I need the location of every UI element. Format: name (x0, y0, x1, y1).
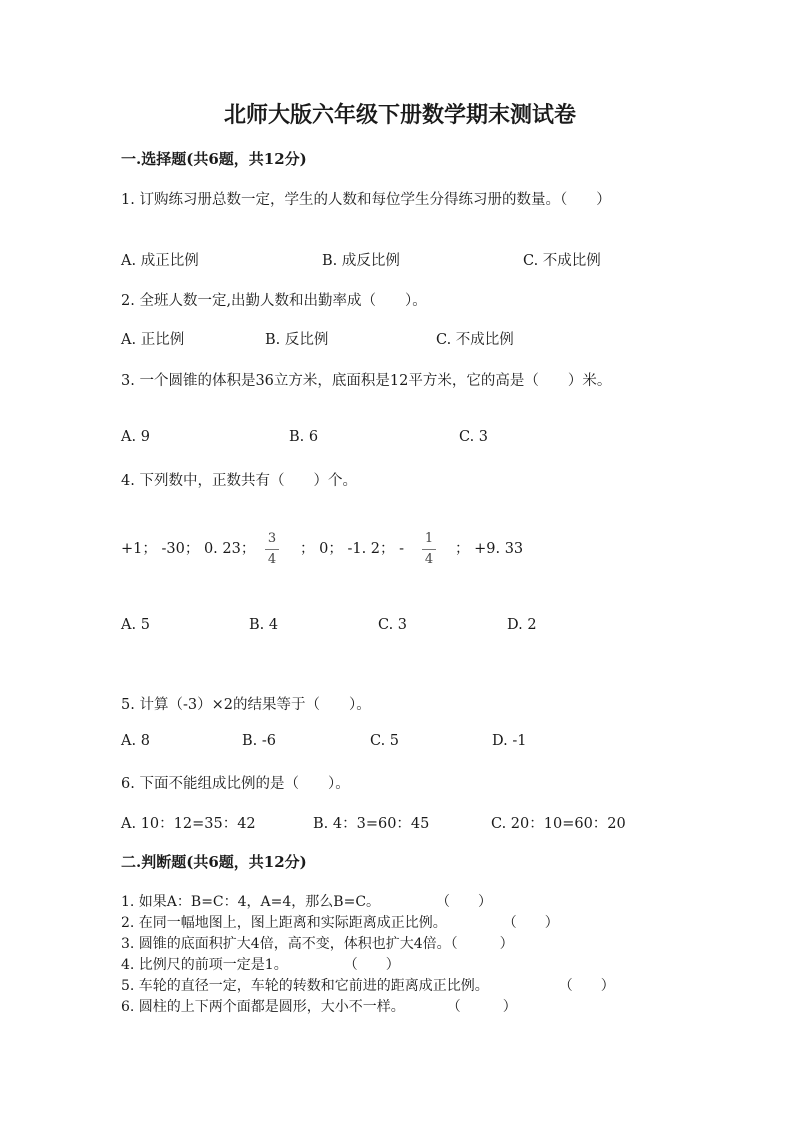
question-3: 3. 一个圆锥的体积是36立方米，底面积是12平方米，它的高是（ ）米。 (121, 373, 612, 389)
fraction-denominator: 4 (267, 552, 277, 567)
option-5b: B. -6 (242, 733, 276, 749)
option-5a: A. 8 (121, 733, 150, 749)
question-5: 5. 计算（-3）×2的结果等于（ ）。 (121, 697, 371, 713)
option-4b: B. 4 (249, 617, 279, 633)
option-6b: B. 4：3=60：45 (313, 816, 430, 832)
option-4a: A. 5 (121, 617, 150, 633)
judge-item-2: 2. 在同一幅地图上，图上距离和实际距离成正比例。 （ ） (121, 915, 559, 931)
section-heading-judge: 二.判断题(共6题，共12分) (121, 853, 307, 871)
judge-item-1: 1. 如果A：B=C：4，A=4，那么B=C。 （ ） (121, 894, 493, 910)
number-list-part3: ； +9. 33 (455, 541, 524, 557)
option-1b: B. 成反比例 (322, 253, 400, 269)
question-4: 4. 下列数中，正数共有（ ）个。 (121, 473, 357, 489)
judge-item-6: 6. 圆柱的上下两个面都是圆形，大小不一样。 （ ） (121, 999, 517, 1015)
option-3b: B. 6 (289, 429, 319, 445)
question-1: 1. 订购练习册总数一定，学生的人数和每位学生分得练习册的数量。（ ） (121, 192, 611, 208)
fraction-denominator: 4 (424, 552, 434, 567)
option-2c: C. 不成比例 (436, 332, 514, 348)
fraction-bar (422, 549, 436, 550)
judge-item-5: 5. 车轮的直径一定，车轮的转数和它前进的距离成正比例。 （ ） (121, 978, 615, 994)
page-title: 北师大版六年级下册数学期末测试卷 (223, 102, 576, 128)
option-6c: C. 20：10=60：20 (491, 816, 626, 832)
option-2b: B. 反比例 (265, 332, 329, 348)
fraction-three-quarters (265, 531, 279, 568)
option-2a: A. 正比例 (121, 332, 185, 348)
section-heading-choice: 一.选择题(共6题，共12分) (121, 150, 307, 168)
judge-item-3: 3. 圆锥的底面积扩大4倍，高不变，体积也扩大4倍。（ ） (121, 936, 514, 952)
option-1a: A. 成正比例 (121, 253, 199, 269)
number-list-part2: ； 0； -1. 2； - (300, 541, 405, 557)
fraction-one-quarter (422, 531, 436, 568)
option-4c: C. 3 (378, 617, 408, 633)
option-5d: D. -1 (492, 733, 527, 749)
number-list-part1: +1； -30； 0. 23； (121, 541, 256, 557)
option-5c: C. 5 (370, 733, 400, 749)
option-3c: C. 3 (459, 429, 489, 445)
option-3a: A. 9 (121, 429, 150, 445)
option-1c: C. 不成比例 (523, 253, 601, 269)
option-4d: D. 2 (507, 617, 537, 633)
option-6a: A. 10：12=35：42 (121, 816, 256, 832)
fraction-numerator: 3 (267, 531, 277, 546)
fraction-numerator: 1 (424, 531, 434, 546)
judge-item-4: 4. 比例尺的前项一定是1。 （ ） (121, 957, 400, 973)
fraction-bar (265, 549, 279, 550)
question-6: 6. 下面不能组成比例的是（ ）。 (121, 776, 350, 792)
question-2: 2. 全班人数一定,出勤人数和出勤率成（ ）。 (121, 293, 427, 309)
